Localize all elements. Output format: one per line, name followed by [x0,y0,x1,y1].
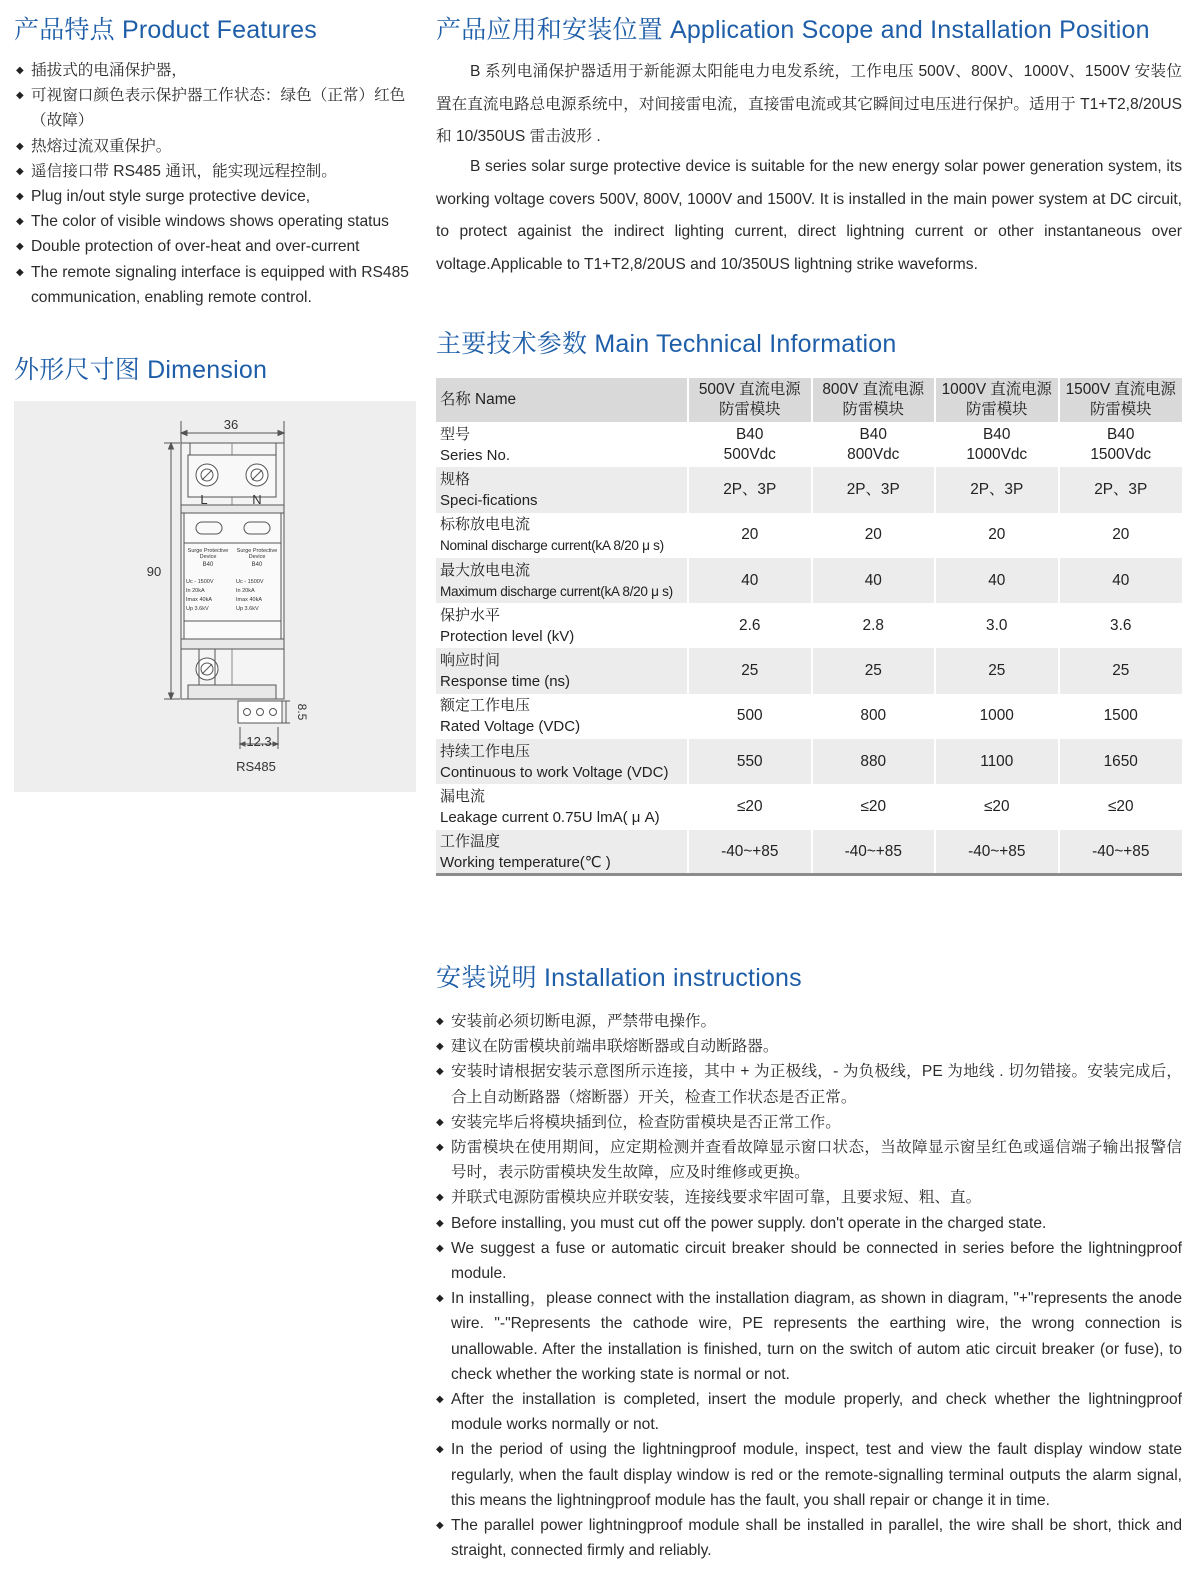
value-cell: 880 [812,739,936,784]
bullet-diamond-icon: ◆ [16,165,24,177]
param-name-zh: 持续工作电压 [440,742,531,760]
param-name-zh: 标称放电电流 [440,516,531,534]
param-name-en: Maximum discharge current(kA 8/20 μ s) [440,583,673,599]
param-name-zh: 工作温度 [440,832,501,850]
value-line: 500Vdc [723,445,776,463]
value-line: B40 [736,425,764,443]
param-cell [436,467,688,512]
value-cell: 2.8 [812,603,936,648]
list-item [16,260,418,310]
list-item-text: 并联式电源防雷模块应并联安装，连接线要求牢固可靠，且要求短、粗、直。 [451,1189,982,1207]
spec-table-header [436,378,1182,422]
list-item [436,1387,1182,1437]
list-item-text: 安装时请根据安装示意图所示连接，其中 + 为正极线，- 为负极线，PE 为地线 . 切勿错接。安装完成后，合上自动断路器（熔断器）开关，检查工作状态是否正常。 [451,1063,1182,1106]
table-row [436,694,1182,739]
module-text-model: B40 [202,562,214,568]
application-title: 产品应用和安装位置 Application Scope and Installation Position [436,16,1150,44]
dimension-title: 外形尺寸图 Dimension [14,356,268,384]
value-cell: 1650 [1059,739,1183,784]
spec-table [436,378,1182,876]
value-cell: 40 [935,558,1059,603]
list-item-text: 安装前必须切断电源，严禁带电操作。 [451,1013,717,1030]
list-item [16,184,418,209]
bullet-diamond-icon: ◆ [16,266,24,278]
value-cell: -40~+85 [812,830,936,875]
list-item [16,83,418,133]
list-item-text: 安装完毕后将模块插到位，检查防雷模块是否正常工作。 [451,1113,841,1131]
module-text-in: In 20kA [186,588,205,594]
value-cell: 500 [688,694,812,739]
param-cell [436,784,688,829]
list-item-text: The parallel power lightningproof module shall be installed in parallel, the wire shall be short, thick and straight, connected firmly and reliably. [451,1517,1182,1560]
features-list [16,58,418,310]
header-col-800v: 800V 直流电源 防雷模块 [812,378,936,422]
bullet-diamond-icon: ◆ [16,241,24,253]
list-item-text: In installing，please connect with the installation diagram, as shown in diagram, "+"represents the anode wire. "-"Represents the cathode wire, PE represents the earthing wire, the wrong connection is unallowable. After the installation is finished, turn on the switch of autom atic circuit breaker (or fuse), to check whether the working state is normal or not. [451,1290,1182,1383]
param-name-zh: 漏电流 [440,788,486,806]
list-item-text: 遥信接口带 RS485 通讯，能实现远程控制。 [31,162,337,180]
value-cell: 20 [688,513,812,558]
table-row [436,422,1182,467]
list-item [436,1135,1182,1185]
table-row [436,603,1182,648]
param-name-zh: 最大放电电流 [440,561,531,579]
module-text-up: Up 3.6kV [186,606,209,612]
header-col-1000v: 1000V 直流电源 防雷模块 [935,378,1059,422]
value-line: 1000Vdc [966,445,1028,463]
param-name-en: Continuous to work Voltage (VDC) [440,763,669,781]
value-cell: 3.6 [1059,603,1183,648]
param-cell [436,648,688,693]
list-item [16,234,418,259]
dim-terminal-height: 8.5 [295,703,309,721]
module-text-imax: Imax 40kA [186,597,212,603]
value-cell: 40 [1059,558,1183,603]
bullet-diamond-icon: ◆ [16,65,24,76]
list-item [16,209,418,234]
value-cell: 2P、3P [1059,467,1183,512]
param-name-en: Rated Voltage (VDC) [440,718,581,736]
table-row [436,739,1182,784]
list-item [436,1110,1182,1135]
value-cell [812,422,936,467]
value-cell: 1500 [1059,694,1183,739]
value-cell: 3.0 [935,603,1059,648]
bullet-diamond-icon: ◆ [16,90,24,102]
value-cell: 25 [688,648,812,693]
bullet-diamond-icon: ◆ [436,1242,444,1254]
module-text-model-b: B40 [251,562,263,568]
param-name-zh: 额定工作电压 [440,697,531,715]
bullet-diamond-icon: ◆ [436,1217,444,1229]
pole-l-label: L [200,492,208,507]
param-name-en: Speci-fications [440,491,538,509]
value-cell: 20 [935,513,1059,558]
value-cell: -40~+85 [935,830,1059,875]
value-line: 1500Vdc [1090,445,1152,463]
list-item-text: Before installing, you must cut off the power supply. don't operate in the charged state. [451,1214,1047,1232]
bullet-diamond-icon: ◆ [436,1293,444,1305]
list-item [436,1286,1182,1387]
param-name-zh: 响应时间 [440,652,501,670]
value-cell: 2P、3P [688,467,812,512]
rs485-label: RS485 [236,759,276,774]
param-name-en: Protection level (kV) [440,627,575,645]
bullet-diamond-icon: ◆ [436,1520,444,1532]
bullet-diamond-icon: ◆ [16,216,24,228]
value-cell: 20 [1059,513,1183,558]
value-cell: ≤20 [812,784,936,829]
value-cell: 800 [812,694,936,739]
list-item-text: We suggest a fuse or automatic circuit breaker should be connected in series before the lightningproof module. [451,1239,1182,1283]
param-name-zh: 型号 [440,425,471,443]
value-cell: 40 [812,558,936,603]
value-cell: 2P、3P [812,467,936,512]
module-text-imax-b: Imax 40kA [236,597,262,603]
list-item-text: 防雷模块在使用期间，应定期检测并查看故障显示窗口状态，当故障显示窗呈红色或遥信端子输出报警信号时，表示防雷模块发生故障，应及时维修或更换。 [451,1139,1182,1182]
dimension-drawing [14,401,416,792]
list-item [436,1211,1182,1236]
pole-n-label: N [252,492,262,507]
module-text-l2-b: Device [248,554,266,560]
value-cell: -40~+85 [688,830,812,875]
table-row [436,467,1182,512]
bullet-diamond-icon: ◆ [436,1116,444,1128]
param-name-en: Series No. [440,446,511,464]
list-item-text: 热熔过流双重保护。 [31,137,172,155]
list-item-text: Plug in/out style surge protective device, [31,188,311,206]
value-line: B40 [859,425,887,443]
value-cell: 25 [935,648,1059,693]
bullet-diamond-icon: ◆ [436,1142,444,1154]
list-item [436,1236,1182,1286]
value-cell [935,422,1059,467]
value-line: 800Vdc [847,445,900,463]
param-name-en: Working temperature(℃ ) [440,853,611,871]
install-list [436,1009,1182,1563]
list-item [16,134,418,159]
bullet-diamond-icon: ◆ [436,1394,444,1406]
table-row [436,513,1182,558]
value-cell [688,422,812,467]
list-item-text: The remote signaling interface is equipped with RS485 communication, enabling remote control. [31,263,409,306]
list-item [436,1513,1182,1563]
param-cell [436,830,688,875]
list-item-text: 可视窗口颜色表示保护器工作状态：绿色（正常）红色（故障） [31,87,406,130]
value-cell [1059,422,1183,467]
param-cell [436,694,688,739]
list-item-text: The color of visible windows shows operating status [31,213,389,231]
bullet-diamond-icon: ◆ [436,1444,444,1456]
value-cell: ≤20 [1059,784,1183,829]
param-name-zh: 规格 [440,470,471,488]
install-title: 安装说明 Installation instructions [436,964,802,992]
list-item [436,1437,1182,1513]
module-text-l2: Device [199,554,217,560]
list-item-text: 插拔式的电涌保护器， [31,62,187,79]
application-para-en: B series solar surge protective device is suitable for the new energy solar power generation system, its working voltage covers 500V, 800V, 1000V and 1500V. It is installed in the main power system at DC circuit, to protect againist the indirect lighting current, direct lightning current or other instantaneous over voltage.Applicable to T1+T2,8/20US and 10/350US lightning strike waveforms. [436,158,1182,273]
list-item-text: After the installation is completed, insert the module properly, and check whether the lightningproof module works normally or not. [451,1391,1182,1434]
value-cell: 1100 [935,739,1059,784]
bullet-diamond-icon: ◆ [16,191,24,203]
list-item [436,1185,1182,1210]
param-name-zh: 保护水平 [440,606,501,624]
dimension-svg [14,401,416,792]
value-cell: 1000 [935,694,1059,739]
table-row [436,784,1182,829]
list-item-text: Double protection of over-heat and over-current [31,238,360,256]
module-text-up-b: Up 3.6kV [236,606,259,612]
bullet-diamond-icon: ◆ [16,140,24,152]
features-title: 产品特点 Product Features [14,16,317,44]
module-text-in-b: In 20kA [236,588,255,594]
table-row [436,558,1182,603]
value-line: B40 [983,425,1011,443]
module-text-uc-b: Uc - 1500V [236,579,264,585]
bullet-diamond-icon: ◆ [436,1066,444,1078]
list-item-text: In the period of using the lightningproof module, inspect, test and view the fault display window state regularly, when the fault display window is red or the remote-signalling terminal outputs the alarm signal, this means the lightningproof module has the fault, you shall repair or change it in time. [451,1441,1182,1509]
dim-terminal-pitch: 12.3 [246,734,272,749]
value-cell: 25 [812,648,936,693]
param-cell [436,422,688,467]
value-line: B40 [1107,425,1135,443]
header-col-500v: 500V 直流电源 防雷模块 [688,378,812,422]
dim-width-label: 36 [223,417,239,432]
value-cell: -40~+85 [1059,830,1183,875]
value-cell: 40 [688,558,812,603]
module-text-uc: Uc - 1500V [186,579,214,585]
module-text-l1: Surge Protective [187,548,229,554]
module-text-l1-b: Surge Protective [236,548,278,554]
bullet-diamond-icon: ◆ [436,1192,444,1204]
value-cell: 2P、3P [935,467,1059,512]
value-cell: 2.6 [688,603,812,648]
param-cell [436,558,688,603]
dim-height-label: 90 [146,564,162,579]
value-cell: ≤20 [935,784,1059,829]
header-col-1500v: 1500V 直流电源 防雷模块 [1065,381,1176,418]
bullet-diamond-icon: ◆ [436,1016,444,1027]
header-name: 名称 Name [436,378,688,422]
param-name-en: Leakage current 0.75U lmA( μ A) [440,809,660,827]
application-para-zh: B 系列电涌保护器适用于新能源太阳能电力电发系统，工作电压 500V、800V、1000V、1500V 安装位置在直流电路总电源系统中，对间接雷电流，直接雷电流或其它瞬间过电压进行保护。适用于 T1+T2,8/20US 和 10/350US 雷击波形 . [436,63,1182,145]
list-item [16,159,418,184]
value-cell: ≤20 [688,784,812,829]
param-name-en: Nominal discharge current(kA 8/20 μ s) [440,538,664,554]
table-row [436,830,1182,875]
bullet-diamond-icon: ◆ [436,1041,444,1053]
list-item [436,1009,1182,1034]
param-cell [436,603,688,648]
list-item-text: 建议在防雷模块前端串联熔断器或自动断路器。 [451,1038,779,1056]
param-name-en: Response time (ns) [440,673,571,691]
param-cell [436,739,688,784]
tech-title: 主要技术参数 Main Technical Information [436,330,897,358]
list-item [16,58,418,83]
value-cell: 20 [812,513,936,558]
value-cell: 25 [1059,648,1183,693]
value-cell: 550 [688,739,812,784]
param-cell [436,513,688,558]
list-item [436,1059,1182,1109]
table-row [436,648,1182,693]
list-item [436,1034,1182,1059]
